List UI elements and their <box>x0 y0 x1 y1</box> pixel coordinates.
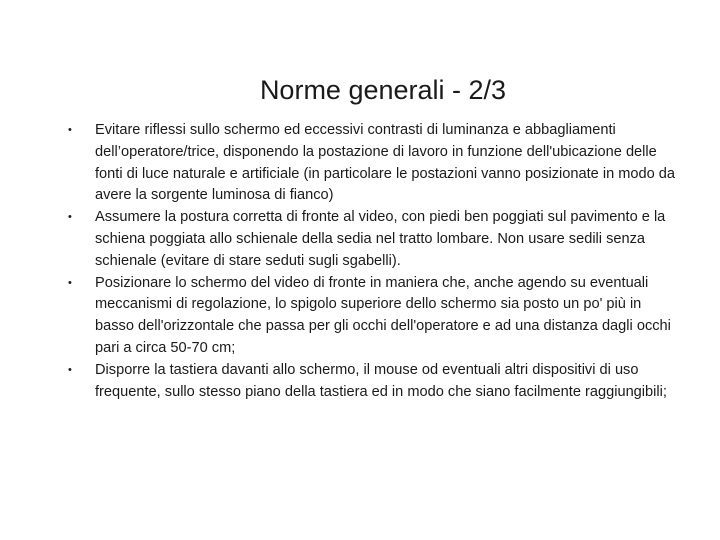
bullet-list <box>68 120 676 403</box>
bullet-text: Disporre la tastiera davanti allo schermo, il mouse od eventuali altri dispositivi di uso frequente, sullo stesso piano della tastiera ed in modo che siano facilmente raggiungibili; <box>95 361 667 400</box>
bullet-icon: • <box>68 276 72 289</box>
slide-title: Norme generali - 2/3 <box>259 75 507 105</box>
bullet-icon: • <box>68 211 72 224</box>
list-item <box>68 207 676 272</box>
bullet-text: Assumere la postura corretta di fronte al video, con piedi ben poggiati sul pavimento e la schiena poggiata allo schienale della sedia nel tratto lombare. Non usare sedili senza schienale (evitare di stare seduti sugli sgabelli). <box>95 209 666 269</box>
bullet-text: Posizionare lo schermo del video di fronte in maniera che, anche agendo su eventuali meccanismi di regolazione, lo spigolo superiore dello schermo sia posto un po' più in basso dell'orizzontale che passa per gli occhi dell'operatore e ad una distanza dagli occhi pari a circa 50-70 cm; <box>95 274 671 356</box>
list-item <box>68 273 676 360</box>
bullet-icon: • <box>68 363 72 376</box>
list-item <box>68 120 676 207</box>
bullet-text: Evitare riflessi sullo schermo ed eccessivi contrasti di luminanza e abbagliamenti dell’operatore/trice, disponendo la postazione di lavoro in funzione dell'ubicazione delle fonti di luce naturale e artificiale (in particolare le postazioni vanno posizionate in modo da avere la sorgente luminosa di fianco) <box>95 122 676 204</box>
list-item <box>68 360 676 404</box>
bullet-icon: • <box>68 124 72 136</box>
